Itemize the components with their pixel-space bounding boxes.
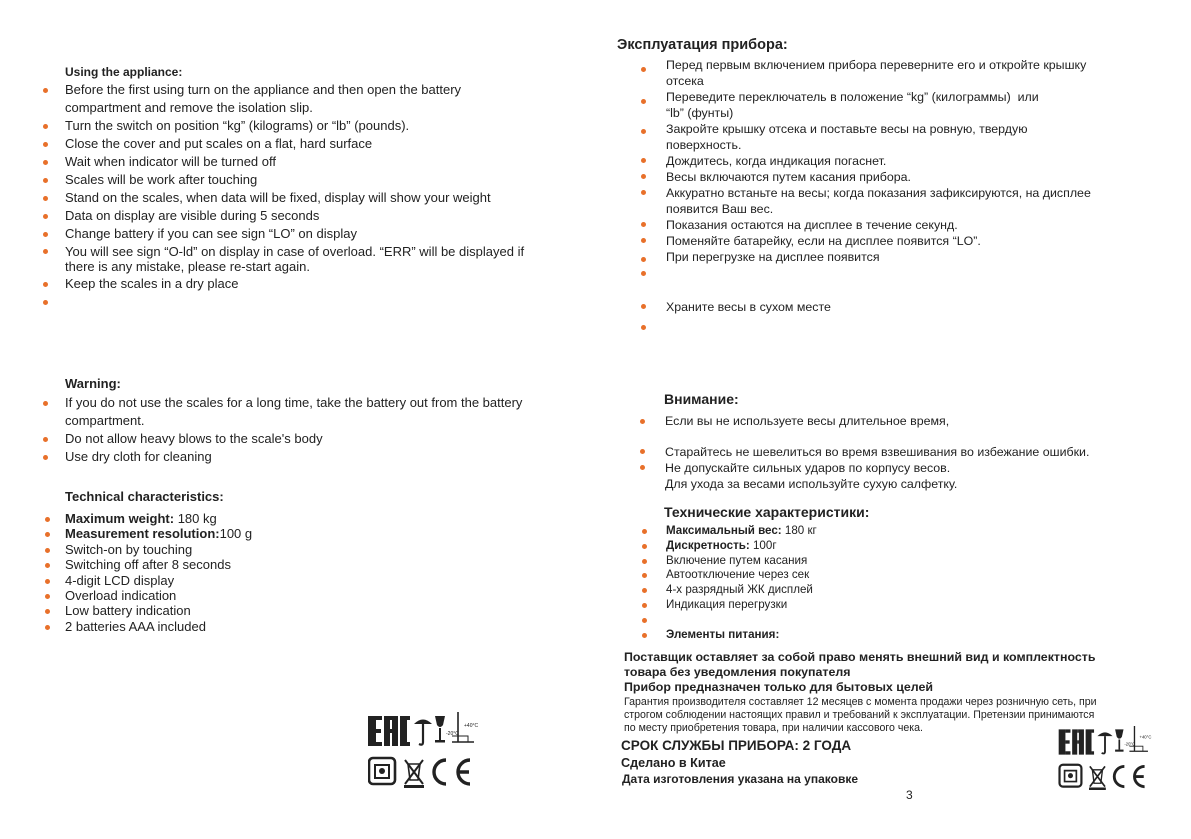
- bullet-icon: [642, 603, 647, 608]
- bullet-icon: [642, 633, 647, 638]
- bullet-icon: [45, 625, 50, 630]
- list-item: Если вы не используете весы длительное время,: [665, 413, 1145, 444]
- using-list-ru: [666, 57, 1146, 336]
- list-item: 4-digit LCD display: [65, 573, 565, 588]
- list-item: Use dry cloth for cleaning: [65, 448, 565, 466]
- bullet-icon: [43, 142, 48, 147]
- svg-text:-20°C: -20°C: [1124, 741, 1136, 747]
- household-notice: Прибор предназначен только для бытовых целей: [624, 680, 933, 694]
- supplier-notice: Поставщик оставляет за собой право менять внешний вид и комплектность товара без уведомления покупателя: [624, 650, 1096, 679]
- bullet-icon: [641, 257, 646, 262]
- list-item: Индикация перегрузки: [666, 598, 1146, 613]
- made-in: Сделано в Китае: [621, 756, 726, 770]
- list-item: Change battery if you can see sign “LO” on display: [65, 225, 565, 243]
- list-item: [65, 293, 565, 311]
- bullet-icon: [43, 178, 48, 183]
- svg-text:+40°C: +40°C: [1139, 734, 1152, 740]
- bullet-icon: [641, 99, 646, 104]
- bullet-icon: [641, 325, 646, 330]
- list-item: 2 batteries AAA included: [65, 619, 565, 634]
- bullet-icon: [640, 465, 645, 470]
- list-item: Switch-on by touching: [65, 542, 565, 557]
- list-item: [666, 613, 1146, 628]
- certification-symbols-right: [1057, 726, 1153, 790]
- list-item: Maximum weight: 180 kg: [65, 511, 565, 526]
- bullet-icon: [642, 618, 647, 623]
- bullet-icon: [45, 594, 50, 599]
- list-item: Switching off after 8 seconds: [65, 557, 565, 572]
- bullet-icon: [43, 282, 48, 287]
- warning-heading-en: Warning:: [65, 376, 121, 391]
- bullet-icon: [641, 271, 646, 276]
- bullet-icon: [45, 548, 50, 553]
- bullet-icon: [45, 609, 50, 614]
- using-heading-en: Using the appliance:: [65, 65, 183, 79]
- bullet-icon: [641, 238, 646, 243]
- list-item: Элементы питания:: [666, 628, 1146, 643]
- list-item: Close the cover and put scales on a flat, hard surface: [65, 135, 565, 153]
- list-item: Переведите переключатель в положение “kg” (килограммы) или “lb” (фунты): [666, 89, 1146, 121]
- list-item: Measurement resolution:100 g: [65, 526, 565, 541]
- bullet-icon: [640, 419, 645, 424]
- list-item: 4-х разрядный ЖК дисплей: [666, 583, 1146, 598]
- warning-list-ru: [665, 413, 1145, 492]
- bullet-icon: [642, 588, 647, 593]
- list-item: Перед первым включением прибора переверните его и откройте крышку отсека: [666, 57, 1146, 89]
- bullet-icon: [641, 304, 646, 309]
- list-item: Overload indication: [65, 588, 565, 603]
- tech-heading-ru: Технические характеристики:: [664, 504, 870, 520]
- bullet-icon: [641, 129, 646, 134]
- bullet-icon: [642, 529, 647, 534]
- list-item: [666, 267, 1146, 299]
- svg-text:+40°C: +40°C: [464, 723, 478, 729]
- bullet-icon: [43, 124, 48, 129]
- tech-heading-en: Technical characteristics:: [65, 489, 224, 504]
- list-item: Data on display are visible during 5 seconds: [65, 207, 565, 225]
- list-item: Low battery indication: [65, 603, 565, 618]
- list-item: При перегрузке на дисплее появится: [666, 249, 1146, 267]
- list-item: Scales will be work after touching: [65, 171, 565, 189]
- list-item: Не допускайте сильных ударов по корпусу весов.: [665, 460, 1145, 476]
- list-item: Keep the scales in a dry place: [65, 275, 565, 293]
- warning-heading-ru: Внимание:: [664, 391, 739, 407]
- bullet-icon: [43, 232, 48, 237]
- warning-list-en: [65, 394, 565, 466]
- bullet-icon: [642, 573, 647, 578]
- tech-list-ru: [666, 524, 1146, 642]
- list-item: Аккуратно встаньте на весы; когда показания зафиксируются, на дисплее появится Ваш вес.: [666, 185, 1146, 217]
- list-item: If you do not use the scales for a long time, take the battery out from the battery compartment.: [65, 394, 565, 430]
- bullet-icon: [45, 532, 50, 537]
- list-item: Весы включаются путем касания прибора.: [666, 169, 1146, 185]
- list-item: Максимальный вес: 180 кг: [666, 524, 1146, 539]
- bullet-icon: [43, 214, 48, 219]
- list-item: Do not allow heavy blows to the scale's body: [65, 430, 565, 448]
- warranty-text: Гарантия производителя составляет 12 месяцев с момента продажи через розничную сеть, при строгом соблюдении настоящих правил и требований к эксплуатации. Претензии принимаются по месту приобретения товара, при наличии кассового чека.: [624, 696, 1097, 734]
- bullet-icon: [45, 579, 50, 584]
- list-item: Stand on the scales, when data will be fixed, display will show your weight: [65, 189, 565, 207]
- list-item: Старайтесь не шевелиться во время взвешивания во избежание ошибки.: [665, 444, 1145, 460]
- bullet-icon: [43, 401, 48, 406]
- list-item: Turn the switch on position “kg” (kilograms) or “lb” (pounds).: [65, 117, 565, 135]
- list-item: Before the first using turn on the appliance and then open the battery compartment and remove the isolation slip.: [65, 81, 565, 117]
- list-item: Закройте крышку отсека и поставьте весы на ровную, твердую поверхность.: [666, 121, 1146, 153]
- list-item: Автоотключение через сек: [666, 568, 1146, 583]
- svg-text:-20°C: -20°C: [446, 731, 459, 737]
- list-item: [666, 320, 1146, 336]
- using-heading-ru: Эксплуатация прибора:: [617, 37, 788, 53]
- list-item: Показания остаются на дисплее в течение секунд.: [666, 217, 1146, 233]
- list-item: Поменяйте батарейку, если на дисплее появится “LO”.: [666, 233, 1146, 249]
- list-item: Включение путем касания: [666, 554, 1146, 569]
- bullet-icon: [45, 563, 50, 568]
- list-item: Храните весы в сухом месте: [666, 299, 1146, 320]
- list-item: Для ухода за весами используйте сухую салфетку.: [665, 477, 958, 491]
- certification-symbols-icon: [368, 712, 478, 788]
- page-number: 3: [906, 788, 913, 802]
- bullet-icon: [640, 449, 645, 454]
- bullet-icon: [43, 196, 48, 201]
- bullet-icon: [43, 88, 48, 93]
- bullet-icon: [641, 67, 646, 72]
- bullet-icon: [642, 559, 647, 564]
- list-item: Wait when indicator will be turned off: [65, 153, 565, 171]
- list-item: You will see sign “O-ld” on display in case of overload. “ERR” will be displayed if there is any mistake, please re-start again.: [65, 243, 565, 275]
- bullet-icon: [43, 160, 48, 165]
- bullet-icon: [43, 455, 48, 460]
- bullet-icon: [641, 174, 646, 179]
- bullet-icon: [642, 544, 647, 549]
- bullet-icon: [641, 190, 646, 195]
- list-item: Дождитесь, когда индикация погаснет.: [666, 153, 1146, 169]
- bullet-icon: [641, 222, 646, 227]
- certification-symbols-icon: [1057, 726, 1153, 790]
- list-item: Дискретность: 100г: [666, 539, 1146, 554]
- service-life: СРОК СЛУЖБЫ ПРИБОРА: 2 ГОДА: [621, 738, 852, 753]
- certification-symbols-left: [368, 712, 478, 788]
- bullet-icon: [641, 158, 646, 163]
- using-list-en: [65, 81, 565, 311]
- tech-list-en: [65, 511, 565, 634]
- bullet-icon: [43, 300, 48, 305]
- bullet-icon: [43, 249, 48, 254]
- bullet-icon: [45, 517, 50, 522]
- bullet-icon: [43, 437, 48, 442]
- manufacture-date: Дата изготовления указана на упаковке: [622, 772, 859, 786]
